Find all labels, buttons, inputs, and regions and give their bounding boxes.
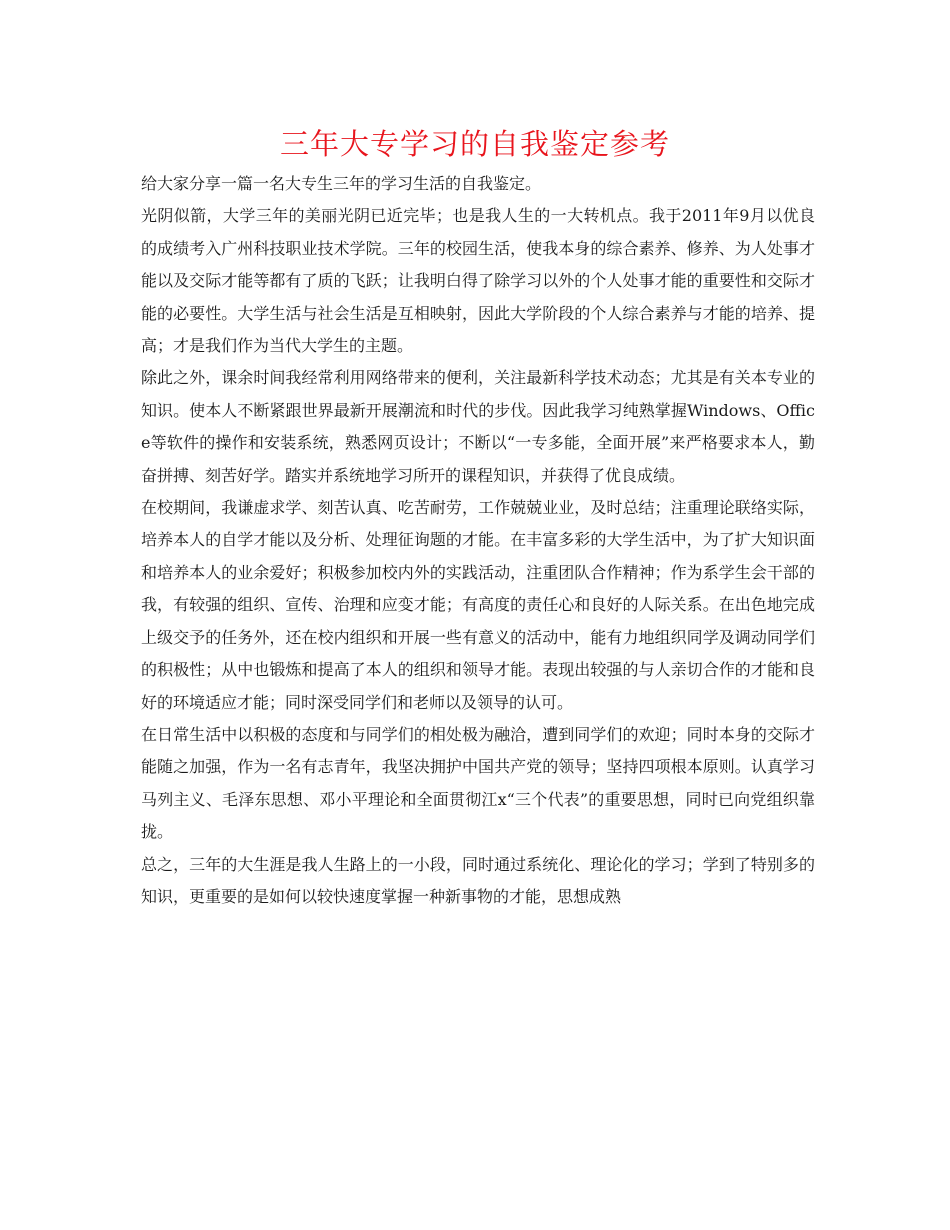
paragraph-summary: 总之，三年的大生涯是我人生路上的一小段，同时通过系统化、理论化的学习；学到了特别多的知识，更重要的是如何以较快速度掌握一种新事物的才能，思想成熟 [141,854,815,906]
document-title: 三年大专学习的自我鉴定参考 [279,127,670,161]
paragraph-school-period: 在校期间，我谦虚求学、刻苦认真、吃苦耐劳，工作兢兢业业，及时总结；注重理论联络实际，培养本人的自学才能以及分析、处理征询题的才能。在丰富多彩的大学生活中，为了扩大知识面和培养本人的业余爱好；积极参加校内外的实践活动，注重团队合作精神；作为系学生会干部的我，有较强的组织、宣传、治理和应变才能；有高度的责任心和良好的人际关系。在出色地完成上级交予的任务外，还在校内组织和开展一些有意义的活动中，能有力地组织同学及调动同学们的积极性；从中也锻炼和提高了本人的组织和领导才能。表现出较强的与人亲切合作的才能和良好的环境适应才能；同时深受同学们和老师以及领导的认可。 [141,498,815,712]
document-body [141,168,815,913]
paragraph-self-study: 除此之外，课余时间我经常利用网络带来的便利，关注最新科学技术动态；尤其是有关本专业的知识。使本人不断紧跟世界最新开展潮流和时代的步伐。因此我学习纯熟掌握Windows、Office等软件的操作和安装系统，熟悉网页设计；不断以“一专多能，全面开展”来严格要求本人，勤奋拼搏、刻苦好学。踏实并系统地学习所开的课程知识，并获得了优良成绩。 [141,368,815,485]
paragraph-daily-life: 在日常生活中以积极的态度和与同学们的相处极为融洽，遭到同学们的欢迎；同时本身的交际才能随之加强，作为一名有志青年，我坚决拥护中国共产党的领导；坚持四项根本原则。认真学习马列主义、毛泽东思想、邓小平理论和全面贯彻江x“三个代表”的重要思想，同时已向党组织靠拢。 [141,724,815,842]
paragraph-intro: 给大家分享一篇一名大专生三年的学习生活的自我鉴定。 [141,174,542,193]
paragraph-college-life: 光阴似箭，大学三年的美丽光阴已近完毕；也是我人生的一大转机点。我于2011年9月以优良的成绩考入广州科技职业技术学院。三年的校园生活，使我本身的综合素养、修养、为人处事才能以及交际才能等都有了质的飞跃；让我明白得了除学习以外的个人处事才能的重要性和交际才能的必要性。大学生活与社会生活是互相映射，因此大学阶段的个人综合素养与才能的培养、提高；才是我们作为当代大学生的主题。 [141,206,815,356]
